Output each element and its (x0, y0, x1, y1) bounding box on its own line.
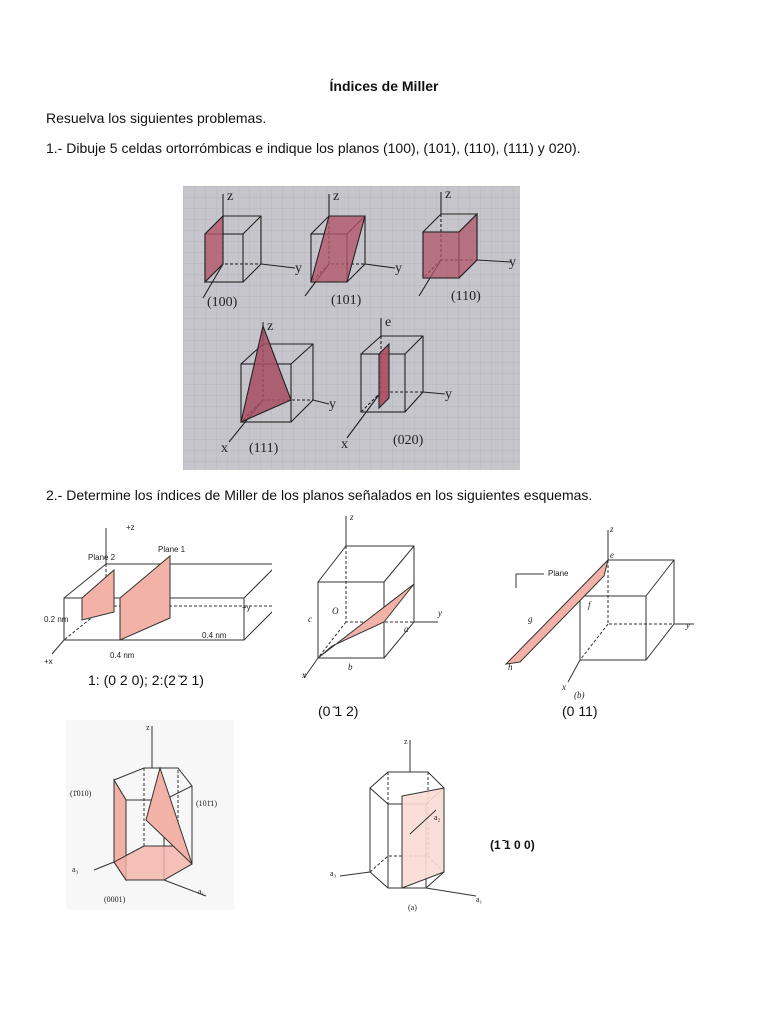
diagram-hexagonal-planes (66, 720, 234, 910)
label-020: (020) (393, 433, 424, 448)
svg-text:x: x (341, 437, 348, 452)
svg-text:e: e (385, 315, 392, 330)
label-110: (110) (451, 289, 481, 304)
svg-text:b: b (348, 662, 353, 672)
svg-text:Plane 2: Plane 2 (88, 553, 116, 562)
svg-text:a₂: a₂ (434, 813, 441, 822)
svg-text:a₃: a₃ (72, 865, 79, 874)
answer-1: 1: (0 2 0); 2:(2 ̄2 1) (88, 672, 204, 688)
answer-5: (1 ̄1 0 0) (490, 838, 535, 852)
svg-text:+x: +x (44, 657, 53, 666)
svg-text:h: h (508, 662, 513, 672)
svg-text:y: y (329, 397, 336, 412)
diagram-plane-2 (298, 510, 458, 682)
instruction-text: Resuelva los siguientes problemas. (46, 110, 267, 126)
diagram-plane-3 (504, 524, 700, 700)
svg-text:z: z (350, 512, 354, 522)
svg-text:y: y (445, 387, 452, 402)
answer-2: (0 ̄1 2) (318, 703, 359, 719)
svg-text:(0001): (0001) (104, 895, 126, 904)
svg-text:(a): (a) (408, 903, 417, 912)
svg-text:x: x (302, 670, 306, 680)
svg-text:Plane 1: Plane 1 (158, 545, 186, 554)
diagram-hexagonal-plane-a (326, 734, 492, 914)
svg-text:a: a (404, 624, 409, 634)
problem-1-text: 1.- Dibuje 5 celdas ortorrómbicas e indique los planos (100), (101), (110), (111) y 020). (46, 140, 581, 156)
svg-text:z: z (267, 319, 274, 334)
svg-text:z: z (445, 187, 452, 202)
label-100: (100) (207, 295, 238, 310)
svg-text:a₁: a₁ (476, 895, 483, 904)
page-title: Índices de Miller (329, 78, 439, 94)
svg-text:e: e (610, 550, 614, 560)
svg-text:Plane: Plane (548, 569, 569, 578)
svg-text:z: z (333, 189, 340, 204)
svg-text:0.4 nm: 0.4 nm (110, 651, 135, 660)
svg-text:a₃: a₃ (330, 869, 337, 878)
hand-drawn-cells-photo (183, 186, 520, 470)
label-101: (101) (331, 293, 362, 308)
svg-text:z: z (404, 737, 408, 746)
label-111: (111) (249, 441, 279, 456)
diagram-planes-1-2 (42, 520, 272, 668)
svg-text:c: c (308, 614, 312, 624)
svg-text:z: z (146, 723, 150, 732)
answer-3: (0 11) (562, 703, 598, 719)
svg-text:g: g (528, 614, 533, 624)
svg-text:z: z (610, 524, 614, 534)
svg-text:(b): (b) (574, 690, 585, 700)
svg-text:x: x (221, 441, 228, 456)
svg-text:z: z (227, 189, 234, 204)
svg-text:y: y (686, 620, 690, 630)
svg-text:y: y (509, 255, 516, 270)
svg-text:y: y (438, 608, 442, 618)
problem-2-text: 2.- Determine los índices de Miller de los planos señalados en los siguientes esquemas. (46, 487, 593, 503)
svg-text:x: x (562, 682, 566, 692)
svg-text:O: O (332, 606, 339, 616)
svg-text:0.2 nm: 0.2 nm (44, 615, 69, 624)
svg-text:f: f (588, 600, 591, 610)
svg-text:0.4 nm: 0.4 nm (202, 631, 227, 640)
svg-text:+z: +z (126, 523, 135, 532)
svg-text:a₁: a₁ (198, 887, 205, 896)
svg-text:(101̄1): (101̄1) (196, 799, 218, 808)
svg-text:y: y (295, 261, 302, 276)
svg-text:+y: +y (242, 603, 251, 612)
svg-text:(1̄010): (1̄010) (70, 789, 92, 798)
svg-text:y: y (395, 261, 402, 276)
